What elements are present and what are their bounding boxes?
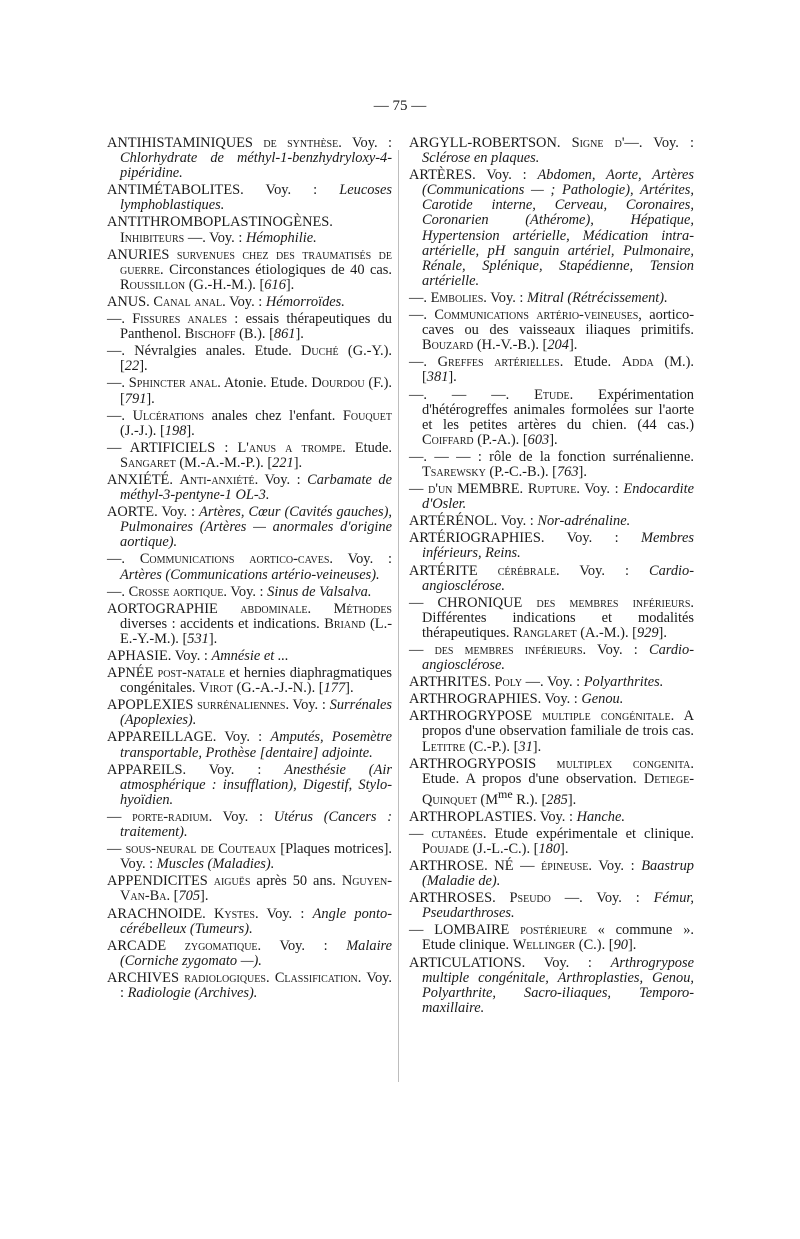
index-entry: ARCADE zygomatique. Voy. : Malaire (Corniche zygomato —). [107,937,393,969]
index-entry: ARTHRITES. Poly —. Voy. : Polyarthrites. [409,674,664,691]
index-entry: AORTOGRAPHIE abdominale. Méthodes diverses : accidents et indications. Briand (L.-E.-Y.-M.). [531]. [107,600,392,647]
index-entry: ANXIÉTÉ. Anti-anxiété. Voy. : Carbamate de méthyl-3-pentyne-1 OL-3. [107,471,392,504]
index-entry: ANUS. Canal anal. Voy. : Hémorroïdes. [107,293,345,310]
index-entry: — sous-neural de Couteaux [Plaques motrices]. Voy. : Muscles (Maladies). [107,841,392,873]
index-entry: ARCHIVES radiologiques. Classification. Voy. : Radiologie (Archives). [107,969,392,1001]
index-entry: APHASIE. Voy. : Amnésie et ... [107,648,289,664]
index-entry: — des membres inférieurs. Voy. : Cardio-angiosclérose. [409,642,695,674]
index-entry: —. Fissures anales : essais thérapeutiques du Panthenol. Bischoff (B.). [861]. [107,311,392,343]
index-entry: —. — — : rôle de la fonction surrénalienne. Tsarewsky (P.-C.-B.). [763]. [409,448,694,480]
index-entry: APPAREILS. Voy. : Anesthésie (Air atmosphérique : insufflation), Digestif, Stylo-hyoïdien. [107,761,392,808]
index-entry: — LOMBAIRE postérieure « commune ». Etude clinique. Wellinger (C.). [90]. [409,922,694,954]
index-entry: ARTHROSE. NÉ — épineuse. Voy. : Baastrup (Maladie de). [409,858,695,890]
index-entry: ARTÉRITE cérébrale. Voy. : Cardio-angiosclérose. [409,562,695,594]
index-entry: ARACHNOIDE. Kystes. Voy. : Angle ponto-cérébelleux (Tumeurs). [107,905,392,937]
index-entry: — CHRONIQUE des membres inférieurs. Différentes indications et modalités thérapeutiques. Ranglaret (A.-M.). [929]. [409,594,694,641]
index-entry: —. — —. Etude. Expérimentation d'hétérogreffes animales formolées sur l'aorte et les petites artères du chien. (44 cas.) Coiffard (P.-A.). [603]. [409,386,694,448]
index-entry: —. Greffes artérielles. Etude. Adda (M.). [381]. [409,354,694,386]
index-entry: ARTHROGRAPHIES. Voy. : Genou. [409,691,624,708]
index-entry: ARTÉRIOGRAPHIES. Voy. : Membres inférieurs, Reins. [409,530,694,562]
index-entry: ANTIHISTAMINIQUES de synthèse. Voy. : Chlorhydrate de méthyl-1-benzhydryloxy-4-pipéridine. [107,135,392,182]
index-entry: ARTÉRÉNOL. Voy. : Nor-adrénaline. [409,513,631,530]
index-entry: ANTIMÉTABOLITES. Voy. : Leucoses lymphoblastiques. [107,182,392,214]
index-entry: APPAREILLAGE. Voy. : Amputés, Posemètre transportable, Prothèse [dentaire] adjointe. [107,729,392,761]
index-entry: —. Ulcérations anales chez l'enfant. Fouquet (J.-J.). [198]. [107,407,392,439]
index-entry: ARGYLL-ROBERTSON. Signe d'—. Voy. : Sclérose en plaques. [409,135,694,167]
index-entry: ANURIES survenues chez des traumatisés de guerre. Circonstances étiologiques de 40 cas. Roussillon (G.-H.-M.). [616]. [107,246,392,293]
index-column-right [409,136,694,1018]
index-entry: — porte-radium. Voy. : Utérus (Cancers : traitement). [107,808,392,841]
index-entry: — d'un MEMBRE. Rupture. Voy. : Endocardite d'Osler. [409,481,695,513]
index-entry: —. Communications aortico-caves. Voy. : Artères (Communications artério-veineuses). [107,551,392,583]
page-number: — 75 — [373,98,427,114]
index-entry: —. Sphincter anal. Atonie. Etude. Dourdou (F.). [791]. [107,375,392,407]
index-entry: ARTICULATIONS. Voy. : Arthrogrypose multiple congénitale, Arthroplasties, Genou, Polyarthrite, Sacro-iliaques, Temporo-maxillaire. [409,954,694,1016]
index-column-left [107,136,392,1003]
index-entry: APOPLEXIES surrénaliennes. Voy. : Surrénales (Apoplexies). [107,697,392,729]
index-entry: ARTHROGRYPOSE multiple congénitale. A propos d'une observation familiale de trois cas. Letitre (C.-P.). [31]. [409,708,695,755]
index-entry: ANTITHROMBOPLASTINOGÈNES. Inhibiteurs —. Voy. : Hémophilie. [107,214,333,246]
index-entry: AORTE. Voy. : Artères, Cœur (Cavités gauches), Pulmonaires (Artères — anormales d'origine aortique). [107,504,392,551]
index-entry: — ARTIFICIELS : L'anus a trompe. Etude. Sangaret (M.-A.-M.-P.). [221]. [107,439,392,471]
index-entry: —. Névralgies anales. Etude. Duché (G.-Y.). [22]. [107,343,392,375]
index-entry: APPENDICITES aiguës après 50 ans. Nguyen-Van-Ba. [705]. [107,873,392,905]
index-entry: —. Crosse aortique. Voy. : Sinus de Valsalva. [107,583,372,600]
index-entry: APNÉE post-natale et hernies diaphragmatiques congénitales. Virot (G.-A.-J.-N.). [177]. [107,665,392,697]
index-entry: —. Embolies. Voy. : Mitral (Rétrécissement). [409,289,668,306]
column-divider [398,150,399,1082]
index-entry: —. Communications artério-veineuses, aortico-caves ou des vaisseaux iliaques primitifs. Bouzard (H.-V.-B.). [204]. [409,307,694,354]
index-entry: — cutanées. Etude expérimentale et clinique. Poujade (J.-L.-C.). [180]. [409,825,694,857]
index-entry: ARTÈRES. Voy. : Abdomen, Aorte, Artères (Communications — ; Pathologie), Artérites, Carotide interne, Cerveau, Coronaires, Coronarien (Athérome), Hépatique, Hypertension artérielle, Médication intra-artérielle, pH sanguin artériel, Pulmonaire, Rénale, Splénique, Stapédienne, Tension artérielle. [409,167,694,289]
index-entry: ARTHROPLASTIES. Voy. : Hanche. [409,808,625,825]
index-entry: ARTHROGRYPOSIS multiplex congenita. Etude. A propos d'une observation. Detiege-Quinquet ($M^{me}$ R.). [285]. [409,755,694,808]
index-entry: ARTHROSES. Pseudo —. Voy. : Fémur, Pseudarthroses. [409,890,694,922]
